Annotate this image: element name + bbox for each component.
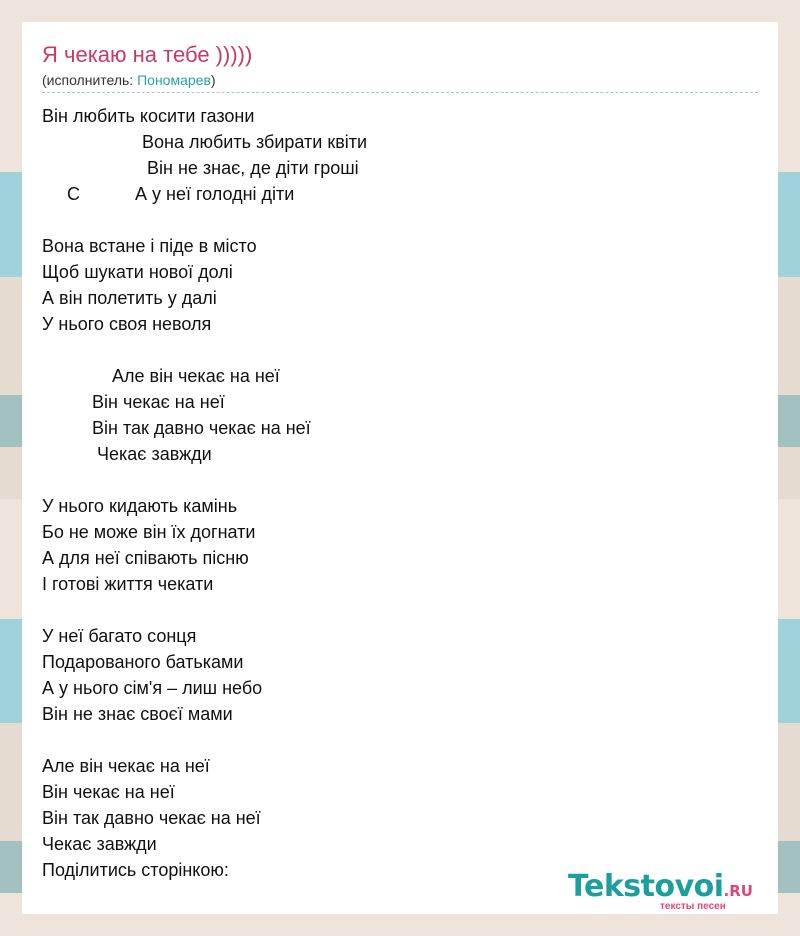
lyrics-line: Він так давно чекає на неї [42, 808, 261, 828]
artist-prefix: (исполнитель: [42, 72, 138, 88]
lyrics-line: Бо не може він їх догнати [42, 522, 256, 542]
lyrics-line: Він не знає своєї мами [42, 704, 233, 724]
logo-tld: .RU [723, 882, 753, 900]
song-title: Я чекаю на тебе ))))) [42, 42, 253, 67]
lyrics-line: А у нього сім'я – лиш небо [42, 678, 263, 698]
lyrics-line: Він так давно чекає на неї [42, 418, 311, 438]
lyrics-line: Чекає завжди [42, 834, 157, 854]
lyrics-line: Але він чекає на неї [42, 756, 210, 776]
lyrics-line: І готові життя чекати [42, 574, 214, 594]
artist-suffix: ) [210, 72, 216, 88]
lyrics-line: Він чекає на неї [42, 392, 225, 412]
artist-line [42, 72, 216, 88]
lyrics-line: Вона любить збирати квіти [42, 132, 368, 152]
lyrics-line: Він не знає, де діти гроші [42, 158, 359, 178]
lyrics-line: У нього своя неволя [42, 314, 212, 334]
lyrics-line: Він чекає на неї [42, 782, 175, 802]
lyrics-line: Але він чекає на неї [42, 366, 280, 386]
lyrics-line: А він полетить у далі [42, 288, 217, 308]
lyrics-line: У неї багато сонця [42, 626, 197, 646]
title-divider [42, 92, 758, 93]
lyrics-line: Чекає завжди [42, 444, 212, 464]
lyrics-line: Щоб шукати нової долі [42, 262, 233, 282]
lyrics-line: Поділитись сторінкою: [42, 860, 229, 880]
logo-wordmark [568, 869, 753, 904]
tekstovoi-logo[interactable] [568, 869, 778, 914]
lyrics-line: C А у неї голодні діти [42, 184, 295, 204]
lyrics-line: Подарованого батьками [42, 652, 244, 672]
lyrics-card [22, 22, 778, 914]
logo-name: Tekstovoi [568, 869, 724, 904]
lyrics-line: Вона встане і піде в місто [42, 236, 257, 256]
lyrics-line: У нього кидають камінь [42, 496, 238, 516]
lyrics-line: А для неї співають пісню [42, 548, 249, 568]
lyrics-text [42, 103, 742, 883]
artist-link[interactable]: Пономарев [137, 72, 211, 88]
lyrics-line: Він любить косити газони [42, 106, 255, 126]
logo-tagline: тексты песен [660, 901, 726, 912]
